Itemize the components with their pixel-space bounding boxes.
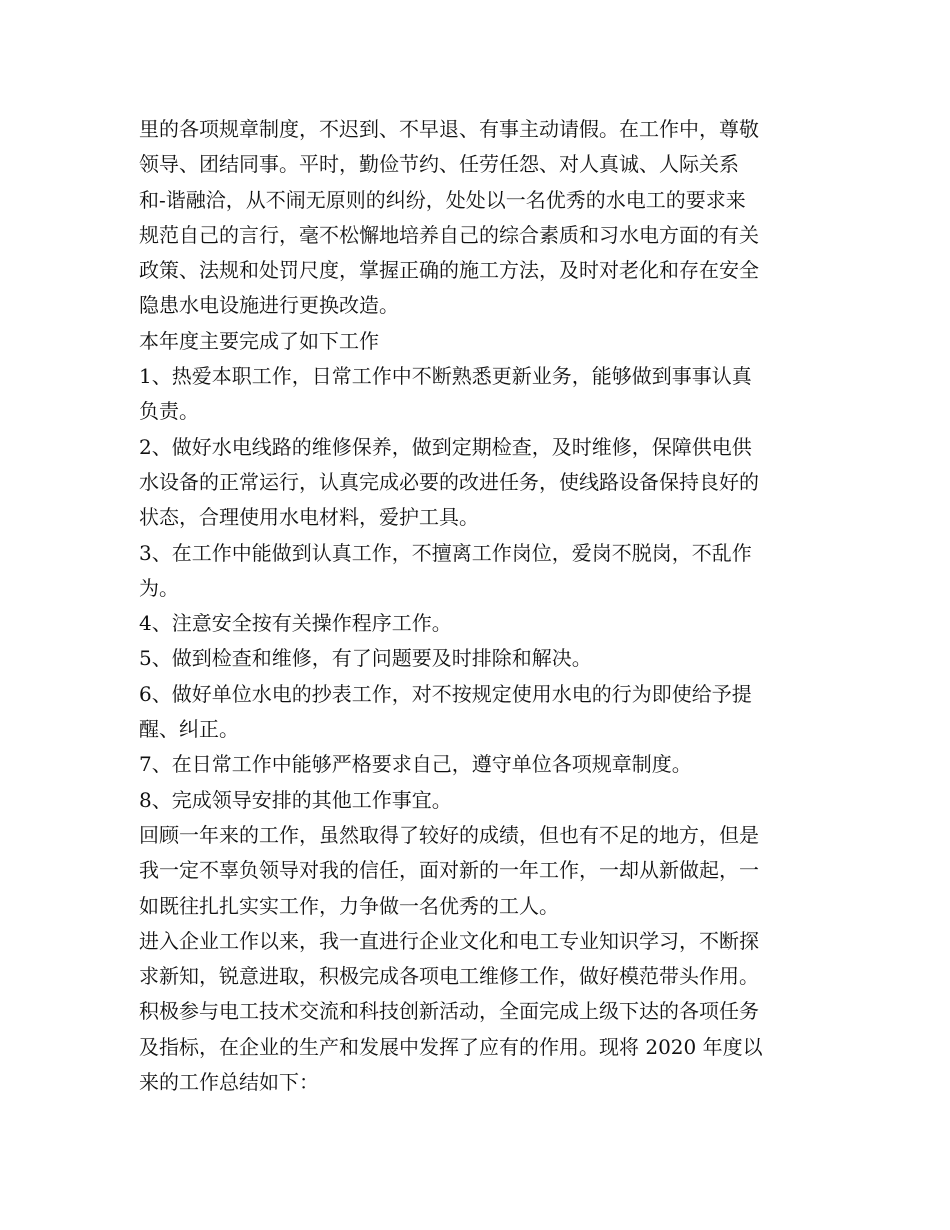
list-item: 2、做好水电线路的维修保养，做到定期检查，及时维修，保障供电供 xyxy=(139,434,752,459)
text-line: 如既往扎扎实实工作，力争做一名优秀的工人。 xyxy=(139,893,559,918)
text-line: 规范自己的言行，毫不松懈地培养自己的综合素质和习水电方面的有关 xyxy=(139,222,759,247)
text-line: 隐患水电设施进行更换改造。 xyxy=(139,293,399,318)
list-item-continuation: 负责。 xyxy=(139,399,199,424)
section-heading: 本年度主要完成了如下工作 xyxy=(139,328,379,353)
text-line: 和-谐融洽，从不闹无原则的纠纷，处处以一名优秀的水电工的要求来 xyxy=(139,187,746,212)
text-line: 及指标，在企业的生产和发展中发挥了应有的作用。现将 2020 年度以 xyxy=(139,1034,763,1059)
text-line: 领导、团结同事。平时，勤俭节约、任劳任怨、对人真诚、人际关系 xyxy=(139,152,739,177)
list-item: 1、热爱本职工作，日常工作中不断熟悉更新业务，能够做到事事认真 xyxy=(139,364,752,389)
list-item: 6、做好单位水电的抄表工作，对不按规定使用水电的行为即使给予提 xyxy=(139,681,752,706)
list-item: 7、在日常工作中能够严格要求自己，遵守单位各项规章制度。 xyxy=(139,752,692,777)
text-line: 积极参与电工技术交流和科技创新活动，全面完成上级下达的各项任务 xyxy=(139,999,759,1024)
list-item: 8、完成领导安排的其他工作事宜。 xyxy=(139,787,452,812)
list-item-continuation: 水设备的正常运行，认真完成必要的改进任务，使线路设备保持良好的 xyxy=(139,469,759,494)
document-body xyxy=(139,112,814,1100)
text-line: 我一定不辜负领导对我的信任，面对新的一年工作，一却从新做起，一 xyxy=(139,858,759,883)
text-line: 政策、法规和处罚尺度，掌握正确的施工方法，及时对老化和存在安全 xyxy=(139,258,759,283)
list-item-continuation: 醒、纠正。 xyxy=(139,717,239,742)
text-line: 进入企业工作以来，我一直进行企业文化和电工专业知识学习，不断探 xyxy=(139,928,759,953)
list-item-continuation: 状态，合理使用水电材料，爱护工具。 xyxy=(139,505,479,530)
list-item: 3、在工作中能做到认真工作，不擅离工作岗位，爱岗不脱岗，不乱作 xyxy=(139,540,752,565)
text-line: 来的工作总结如下： xyxy=(139,1070,319,1095)
list-item: 5、做到检查和维修，有了问题要及时排除和解决。 xyxy=(139,646,592,671)
list-item-continuation: 为。 xyxy=(139,575,179,600)
list-item: 4、注意安全按有关操作程序工作。 xyxy=(139,611,452,636)
text-line: 里的各项规章制度，不迟到、不早退、有事主动请假。在工作中，尊敬 xyxy=(139,117,759,141)
text-line: 求新知，锐意进取，积极完成各项电工维修工作，做好模范带头作用。 xyxy=(139,964,759,989)
text-line: 回顾一年来的工作，虽然取得了较好的成绩，但也有不足的地方，但是 xyxy=(139,822,759,847)
